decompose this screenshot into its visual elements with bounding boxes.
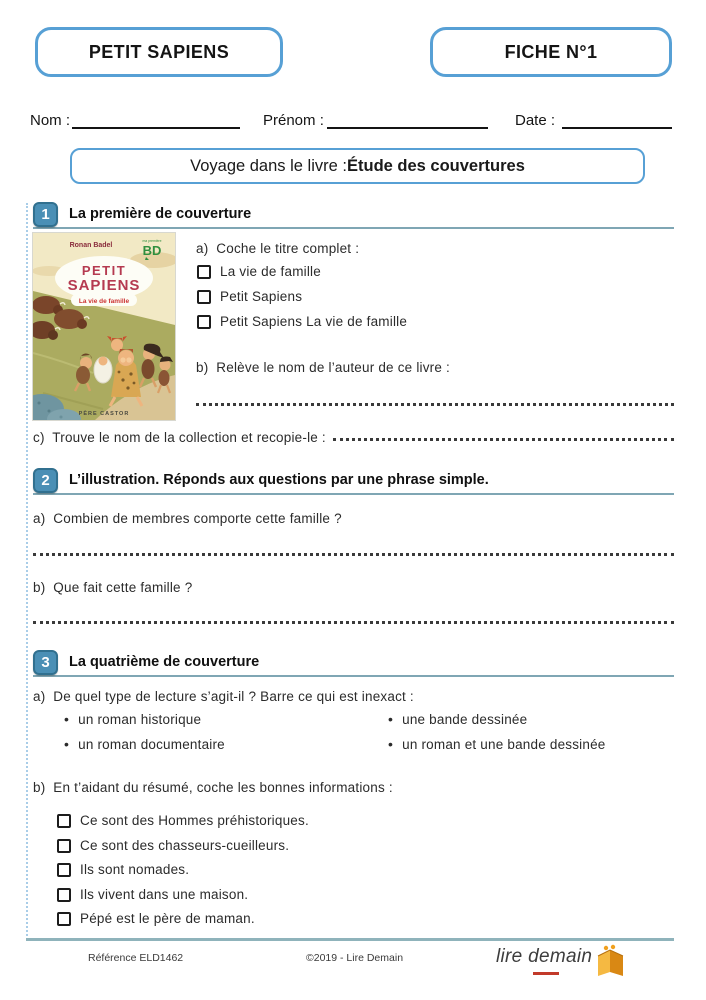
checkbox-label: Ils vivent dans une maison.	[80, 887, 249, 902]
lire-demain-logo	[496, 944, 628, 976]
bottom-rule	[26, 938, 674, 941]
fiche-number-box: FICHE N°1	[430, 27, 672, 77]
bullet-option[interactable]	[64, 736, 225, 752]
section-3-header	[33, 650, 674, 677]
s3-check-row	[57, 911, 255, 926]
checkbox-label: Ils sont nomades.	[80, 862, 190, 877]
s1-question-b: b) Relève le nom de l’auteur de ce livre :	[196, 360, 450, 375]
checkbox-label: La vie de famille	[220, 264, 321, 279]
open-book-icon	[594, 944, 628, 976]
s1-question-c-text: c) Trouve le nom de la collection et recopie-le :	[33, 430, 326, 445]
book-cover-illustration	[33, 233, 175, 420]
section-1-title: La première de couverture	[69, 206, 252, 222]
answer-dotline[interactable]	[196, 403, 674, 406]
cover-author: Ronan Badel	[69, 242, 113, 249]
footer-reference: Référence ELD1462	[88, 952, 184, 964]
checkbox-label: Ce sont des Hommes préhistoriques.	[80, 813, 309, 828]
s3-check-row	[57, 838, 289, 853]
worksheet-title	[70, 148, 645, 184]
s1-question-a: a) Coche le titre complet :	[196, 241, 360, 256]
checkbox-label: Petit Sapiens	[220, 289, 303, 304]
publisher-label: PÈRE CASTOR	[78, 411, 130, 417]
checkbox-label: Ce sont des chasseurs-cueilleurs.	[80, 838, 290, 853]
s2-question-b: b) Que fait cette famille ?	[33, 580, 193, 595]
checkbox[interactable]	[57, 863, 71, 877]
section-3-number-badge: 3	[33, 650, 58, 675]
section-1-header	[33, 202, 674, 229]
cover-title-line2: SAPIENS	[67, 277, 141, 294]
prenom-line[interactable]	[327, 127, 488, 129]
bullet-option-label: une bande dessinée	[402, 712, 528, 727]
s1-option-row	[197, 314, 407, 329]
date-line[interactable]	[562, 127, 672, 129]
collection-small-label: ma première	[142, 239, 162, 243]
bullet-option-label: un roman et une bande dessinée	[402, 737, 606, 752]
checkbox[interactable]	[57, 839, 71, 853]
answer-dotline[interactable]	[33, 553, 674, 556]
checkbox[interactable]	[57, 814, 71, 828]
logo-tagline-mark	[533, 972, 559, 975]
checkbox[interactable]	[197, 265, 211, 279]
checkbox-label: Pépé est le père de maman.	[80, 911, 255, 926]
section-2-header	[33, 468, 674, 495]
checkbox[interactable]	[57, 888, 71, 902]
s2-question-a: a) Combien de membres comporte cette famille ?	[33, 511, 342, 526]
date-label: Date :	[515, 112, 556, 129]
section-1-number-badge: 1	[33, 202, 58, 227]
s3-question-a: a) De quel type de lecture s’agit-il ? Barre ce qui est inexact :	[33, 689, 414, 704]
cover-subtitle: La vie de famille	[78, 298, 130, 305]
section-2-number-badge: 2	[33, 468, 58, 493]
bullet-option-label: un roman documentaire	[78, 737, 225, 752]
s1-question-c	[33, 430, 674, 445]
checkbox[interactable]	[197, 290, 211, 304]
s1-option-row	[197, 264, 321, 279]
left-dotted-border	[26, 203, 28, 940]
lire-demain-logo-text: lire demain	[496, 946, 593, 967]
nom-line[interactable]	[72, 127, 240, 129]
section-2-title: L’illustration. Réponds aux questions par une phrase simple.	[69, 472, 489, 488]
s1-option-row	[197, 289, 302, 304]
footer-copyright: ©2019 - Lire Demain	[306, 952, 404, 964]
checkbox[interactable]	[57, 912, 71, 926]
s3-question-b: b) En t’aidant du résumé, coche les bonnes informations :	[33, 780, 393, 795]
answer-dotline[interactable]	[33, 621, 674, 624]
s3-check-row	[57, 862, 189, 877]
answer-dotline[interactable]	[333, 430, 674, 441]
worksheet-title-normal: Voyage dans le livre :	[190, 156, 347, 175]
bullet-option[interactable]	[64, 711, 201, 727]
series-title-box: PETIT SAPIENS	[35, 27, 283, 77]
section-3-title: La quatrième de couverture	[69, 654, 260, 670]
s3-check-row	[57, 887, 248, 902]
prenom-label: Prénom :	[263, 112, 324, 129]
nom-label: Nom :	[30, 112, 71, 129]
bullet-option-label: un roman historique	[78, 712, 202, 727]
s3-check-row	[57, 813, 309, 828]
worksheet-title-bold: Étude des couvertures	[346, 156, 525, 175]
checkbox-label: Petit Sapiens La vie de famille	[220, 314, 408, 329]
checkbox[interactable]	[197, 315, 211, 329]
bd-logo: BD	[142, 243, 162, 258]
bullet-option[interactable]	[388, 711, 527, 727]
bullet-option[interactable]	[388, 736, 606, 752]
cover-title-line1: PETIT	[81, 263, 127, 278]
